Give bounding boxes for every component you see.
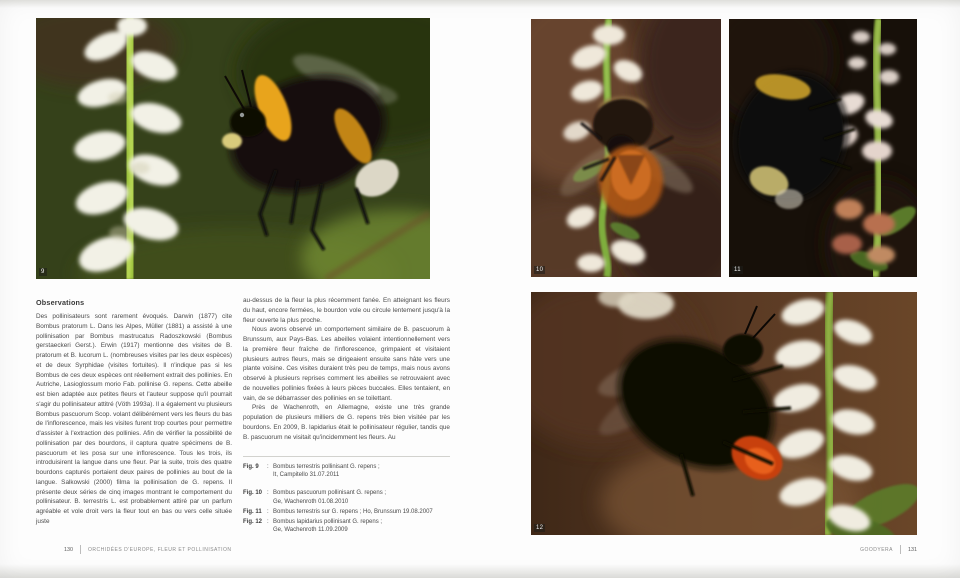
caption-text [273,463,450,479]
photo-12-bombus-lapidarius [531,292,917,535]
caption-line-1: Bombus lapidarius pollinisant G. repens ; [273,519,383,526]
caption-line-1: Bombus terrestris pollinisant G. repens ; [273,464,380,470]
photo-9-illustration [36,18,430,279]
footer-left [64,545,231,554]
photo-11-number-label: 11 [734,267,741,273]
caption-fig-number: Fig. 9 [243,464,259,470]
photo-9-bombus-terrestris-flight [36,18,430,279]
caption-divider-rule [243,456,450,457]
paragraph: au-dessus de la fleur la plus récemment fanée. En atteignant les fleurs du haut, encore fermées, le bourdon vole ou circule lentement jusqu'à la fleur ouverte la plus proche. [243,297,450,324]
footer-right [860,545,917,554]
photo-10-number-label: 10 [536,267,544,273]
caption-line-2: Ge, Wachenroth 11.09.2009 [273,527,348,534]
page-bottom-edge-shadow [0,564,960,578]
caption-line-1: Bombus pascuorum pollinisant G. repens ; [273,490,387,497]
paragraph: Près de Wachenroth, en Allemagne, existe une très grande population de plusieurs milliers de G. repens très bien visitée par les bourdons. En 2009, B. lapidarius était le pollinisateur régulier, tandis que B. pascuorum ne visitait qu'incidemment les fleurs. Au [243,404,450,441]
caption-line-2: It, Campitello 31.07.2011 [273,472,340,479]
page-top-edge-shadow [0,0,960,8]
caption-fig-12 [243,518,450,534]
caption-text [273,489,450,505]
body-text-column-2 [243,296,450,442]
caption-separator: : [267,519,269,526]
body-text-column-1: Des pollinisateurs sont rarement évoqués. Darwin (1877) cite Bombus pratorum L. Dans les Alpes, Müller (1881) a assisté à une pollinisation par Bombus mastrucatus Radoszkowski (Bombus gerstaeckeri Gerst.). Erwin (1917) mentionne des visites de B. pratorum et B. lucorum L. (nombreuses visites par les deux espèces) et de deux Syrphidae (visites fortuites). Il n'indique pas si les Bombus de ces deux espèces ont réellement extrait des pollinies. En Autriche, Lasioglossum morio Fab. pollinise G. repens. Cette abeille est bien adaptée aux petites fleurs et l'auteur suppose qu'il pourrait s'agir du pollinisateur attitré (Vöth 1993a). Il a également vu plusieurs Bombus pascuorum Scop. volant délibérément vers les fleurs du bas de l'inflorescence, mais les visites furent trop courtes pour permettre d'assister à l'extraction des pollinies. Afin de vérifier la possibilité de pollinisation par des bourdons, il captura quatre spécimens de B. pascuorum et les posa sur une inflorescence. Tous les trois, ils introduisirent la langue dans une fleur. Par la suite, trois des quatre bourdons capturés portaient deux paires de pollinies au bout de la langue. Salkowski (2000) filma la pollinisation de G. repens. Il présente deux séries de cinq images montrant le comportement du pollinisateur. B. terrestris L. est probablement attiré par un parfum agréable et vole droit vers la fleur tout en bas ou vers celle située juste [36,313,232,525]
caption-text [273,508,450,516]
caption-fig-number: Fig. 12 [243,519,263,526]
photo-10-bombus-pascuorum [531,19,721,277]
caption-separator: : [267,508,269,515]
caption-separator: : [267,464,269,470]
caption-line-2: Ge, Wachenroth 01.08.2010 [273,498,349,505]
caption-fig-11 [243,508,450,516]
running-title-right: GOODYERA [860,546,893,553]
photo-12-illustration [531,292,917,535]
caption-fig-number: Fig. 10 [243,490,263,497]
caption-text [273,518,450,534]
figure-captions [243,463,450,536]
photo-11-bombus-terrestris [729,19,917,277]
running-title-left: ORCHIDÉES D'EUROPE, FLEUR ET POLLINISATION [88,546,232,553]
caption-fig-number: Fig. 11 [243,508,262,515]
caption-fig-9 [243,463,450,479]
page-number-left: 130 [64,546,73,553]
caption-fig-10 [243,489,450,505]
page-number-right: 131 [908,546,917,553]
paragraph: Nous avons observé un comportement similaire de B. pascuorum à Brunssum, aux Pays-Bas. Les abeilles volaient intentionnellement vers la première fleur fraîche de l'inflorescence, grimpaient et visitaient plusieurs autres fleurs, mais se dirigeaient ensuite sans hâte vers une plante voisine. Ces visites duraient très peu de temps, mais nous avons observé à plusieurs reprises comment les abeilles se retrouvaient avec de nouvelles pollinies fixées à leurs pièces buccales. Elles tentaient, en vain, de se débarrasser des pollinies en se toilettant. [243,326,450,402]
caption-separator: : [267,490,269,497]
photo-11-illustration [729,19,917,277]
photo-10-illustration [531,19,721,277]
photo-9-number-label: 9 [41,269,45,275]
footer-divider [80,545,81,554]
caption-line-1: Bombus terrestris sur G. repens ; Ho, Brunssum 19.08.2007 [273,508,433,515]
photo-12-number-label: 12 [536,525,544,531]
footer-divider [900,545,901,554]
observations-heading: Observations [36,298,85,307]
